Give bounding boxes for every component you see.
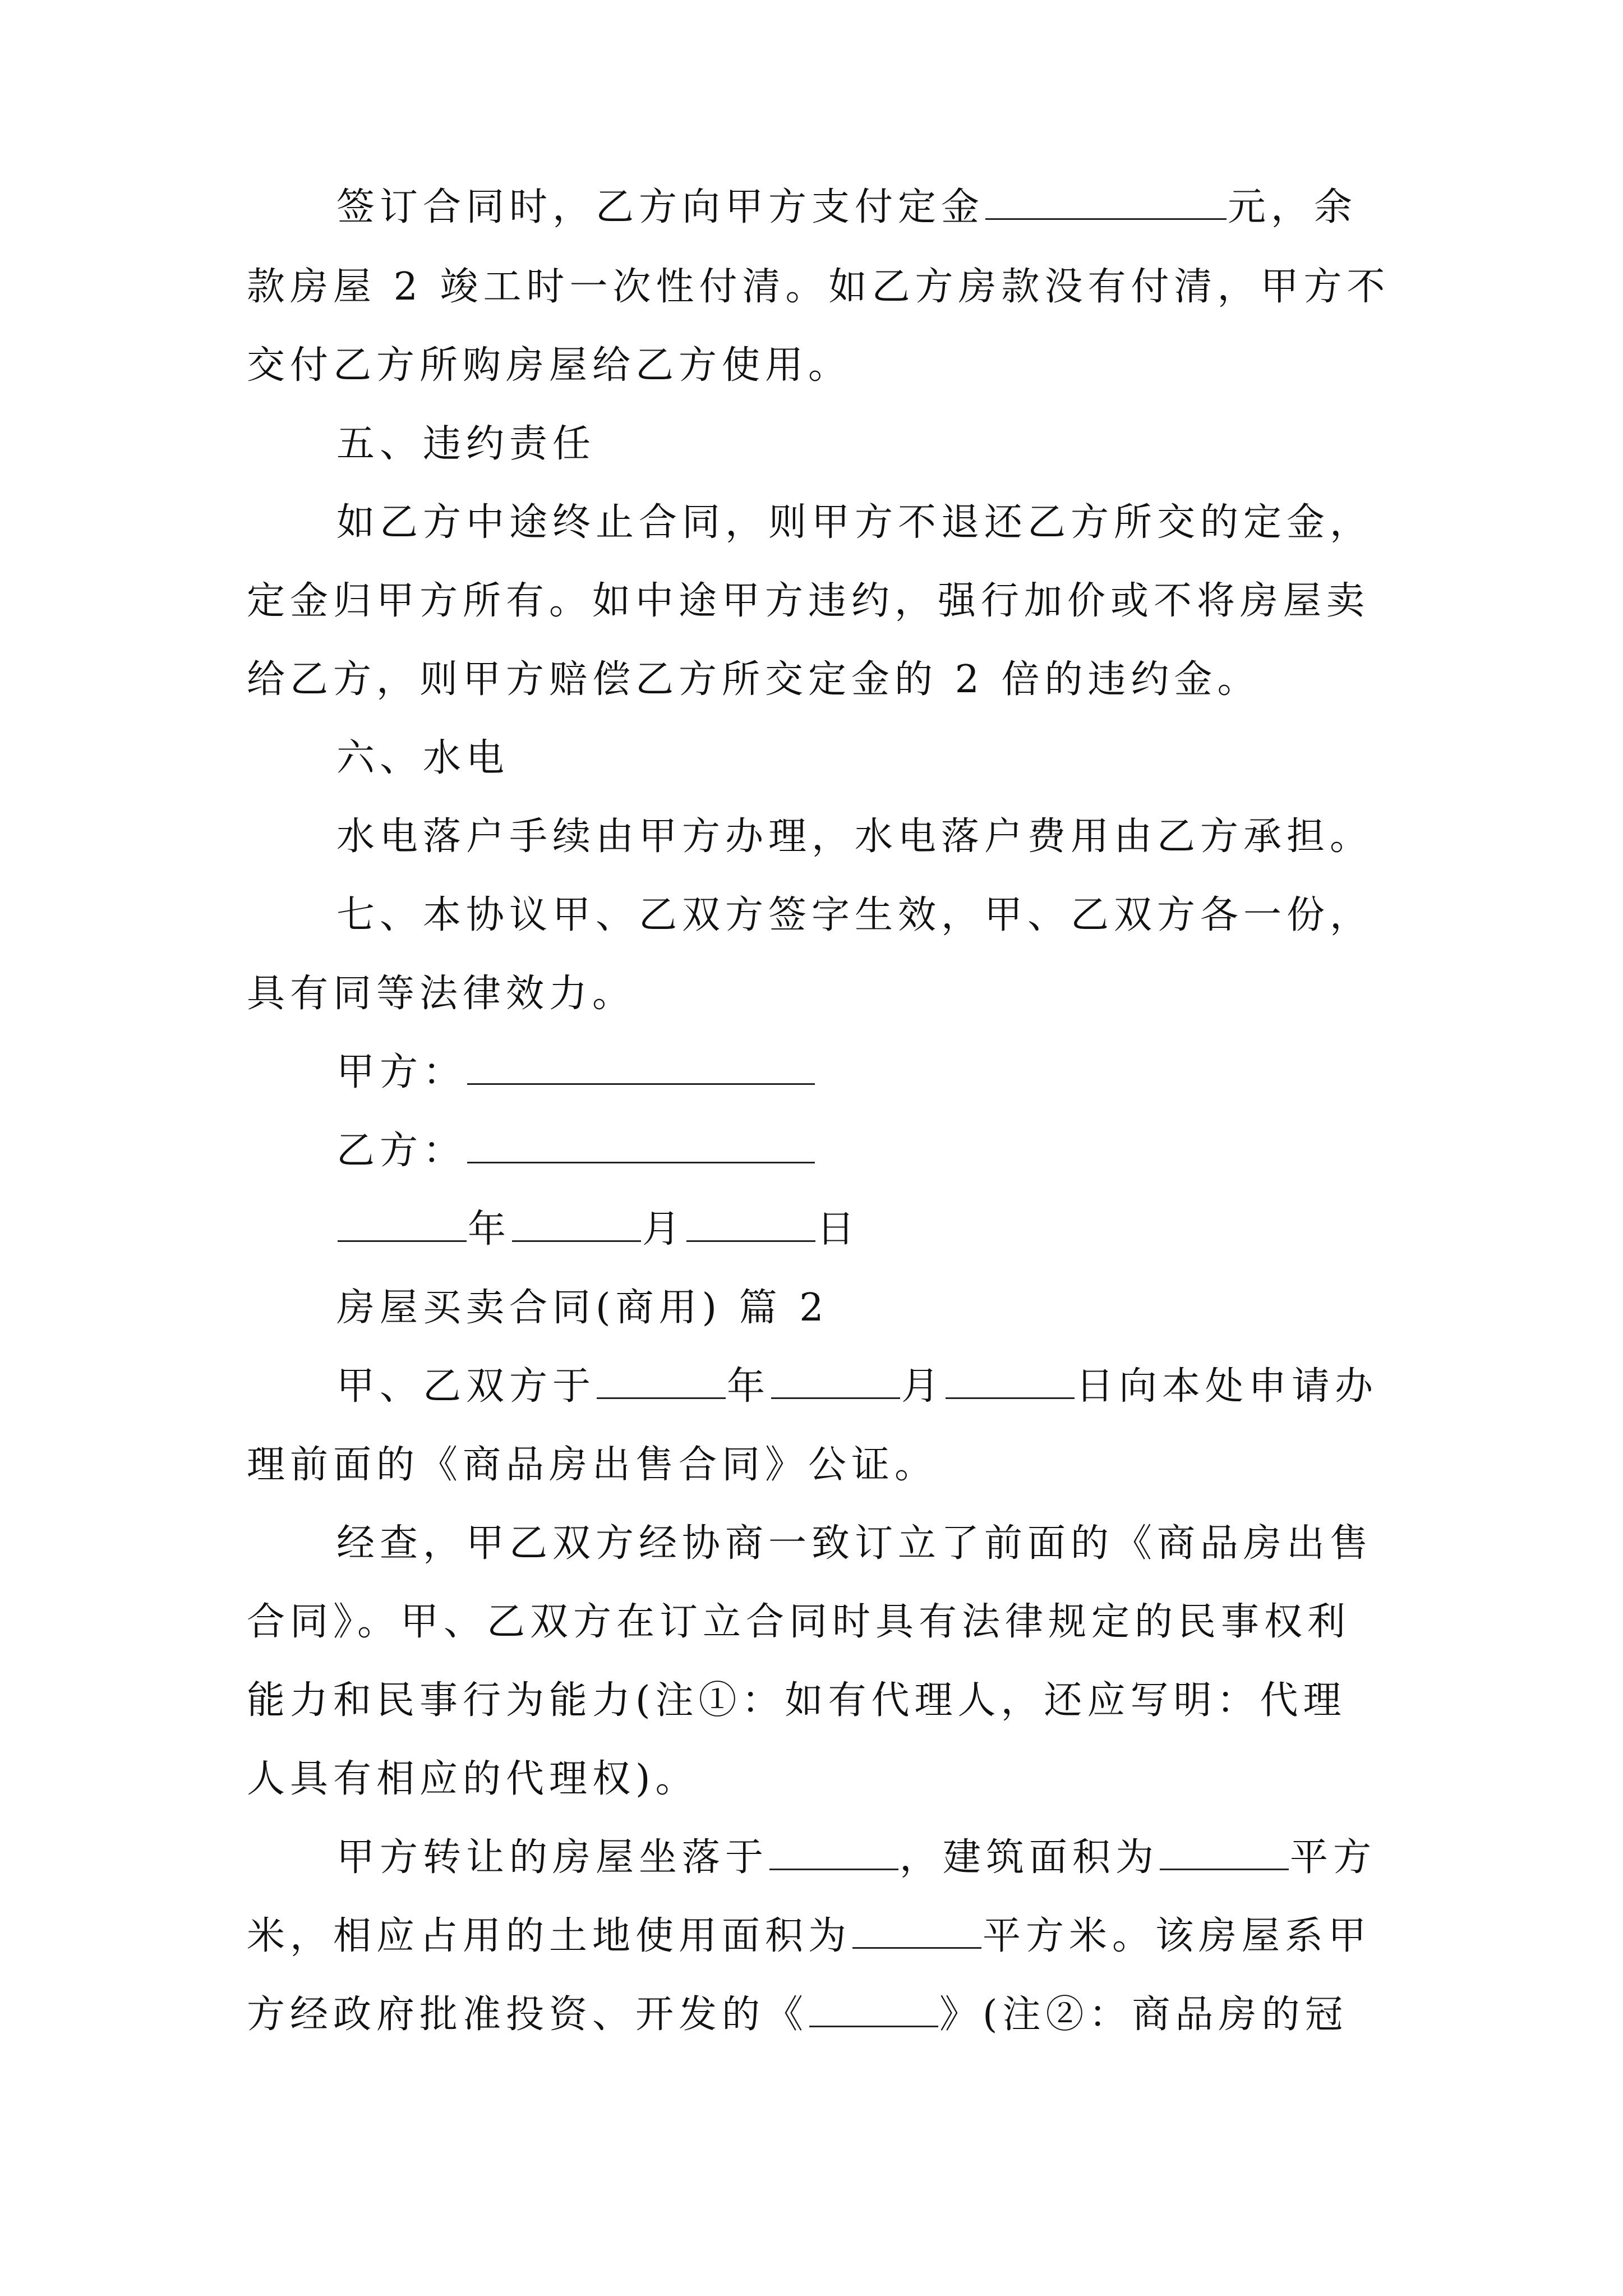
text-segment: 经查，甲乙双方经协商一致订立了前面的《商品房出售	[336, 1521, 1373, 1566]
text-segment: 年	[727, 1364, 771, 1409]
text-segment: 人具有相应的代理权)。	[247, 1757, 699, 1801]
text-line	[0, 1438, 1623, 1492]
fill-in-blank[interactable]	[686, 1205, 815, 1242]
text-line	[0, 1517, 1623, 1571]
text-line	[0, 1046, 1623, 1099]
text-segment: 六、水电	[336, 736, 510, 780]
fill-in-blank[interactable]	[852, 1912, 981, 1949]
text-segment: 元，余	[1228, 185, 1358, 229]
text-line	[0, 967, 1623, 1021]
text-line	[0, 417, 1623, 471]
text-line	[0, 1910, 1623, 1963]
text-segment: 具有同等法律效力。	[247, 972, 636, 1016]
fill-in-blank[interactable]	[467, 1048, 815, 1085]
text-segment: 五、违约责任	[336, 422, 596, 466]
text-segment: ，建筑面积为	[900, 1835, 1159, 1880]
text-segment: 平方	[1290, 1835, 1377, 1880]
fill-in-blank[interactable]	[946, 1363, 1075, 1399]
text-line	[0, 1124, 1623, 1178]
text-segment: 日向本处申请办	[1076, 1364, 1378, 1409]
text-segment: 给乙方，则甲方赔偿乙方所交定金的 2 倍的违约金。	[247, 657, 1261, 702]
text-segment: 甲方转让的房屋坐落于	[336, 1835, 769, 1880]
text-segment: 米，相应占用的土地使用面积为	[247, 1914, 852, 1958]
fill-in-blank[interactable]	[597, 1363, 726, 1399]
text-line	[0, 339, 1623, 393]
text-line	[0, 181, 1623, 234]
text-segment: 月	[642, 1207, 686, 1251]
text-line	[0, 1988, 1623, 2042]
text-line	[0, 574, 1623, 628]
text-segment: 交付乙方所购房屋给乙方使用。	[247, 343, 852, 388]
text-segment: 》(注②：商品房的冠	[939, 1993, 1348, 2037]
text-segment: 七、本协议甲、乙双方签字生效，甲、乙双方各一份，	[336, 893, 1373, 937]
text-segment: 方经政府批准投资、开发的《	[247, 1993, 809, 2037]
fill-in-blank[interactable]	[985, 183, 1227, 220]
text-segment: 合同》。甲、乙双方在订立合同时具有法律规定的民事权利	[247, 1600, 1351, 1644]
text-segment: 年	[468, 1207, 511, 1251]
fill-in-blank[interactable]	[769, 1834, 898, 1870]
text-line	[0, 496, 1623, 550]
text-segment: 日	[817, 1207, 860, 1251]
text-segment: 签订合同时，乙方向甲方支付定金	[336, 185, 985, 229]
text-segment: 理前面的《商品房出售合同》公证。	[247, 1443, 938, 1487]
text-segment: 甲、乙双方于	[336, 1364, 596, 1409]
fill-in-blank[interactable]	[467, 1127, 815, 1163]
text-segment: 水电落户手续由甲方办理，水电落户费用由乙方承担。	[336, 815, 1373, 859]
text-segment: 月	[901, 1364, 945, 1409]
text-segment: 能力和民事行为能力(注①：如有代理人，还应写明：代理	[247, 1678, 1347, 1723]
text-line	[0, 260, 1623, 314]
text-line	[0, 731, 1623, 785]
text-line	[0, 1203, 1623, 1257]
text-line	[0, 1752, 1623, 1806]
text-line	[0, 810, 1623, 864]
text-segment: 如乙方中途终止合同，则甲方不退还乙方所交的定金，	[336, 500, 1373, 545]
text-line	[0, 1281, 1623, 1335]
text-segment: 乙方：	[336, 1129, 467, 1173]
text-segment: 定金归甲方所有。如中途甲方违约，强行加价或不将房屋卖	[247, 579, 1370, 623]
text-line	[0, 1595, 1623, 1649]
text-line	[0, 1674, 1623, 1728]
text-segment: 款房屋 2 竣工时一次性付清。如乙方房款没有付清，甲方不	[247, 265, 1390, 309]
text-line	[0, 1360, 1623, 1414]
fill-in-blank[interactable]	[1160, 1834, 1289, 1870]
text-segment: 甲方：	[336, 1050, 467, 1094]
fill-in-blank[interactable]	[771, 1363, 900, 1399]
fill-in-blank[interactable]	[512, 1205, 641, 1242]
text-line	[0, 1831, 1623, 1885]
text-segment: 房屋买卖合同(商用) 篇 2	[336, 1286, 829, 1330]
text-line	[0, 889, 1623, 942]
text-segment: 平方米。该房屋系甲	[983, 1914, 1372, 1958]
fill-in-blank[interactable]	[338, 1205, 467, 1242]
fill-in-blank[interactable]	[809, 1991, 938, 2027]
text-line	[0, 653, 1623, 707]
